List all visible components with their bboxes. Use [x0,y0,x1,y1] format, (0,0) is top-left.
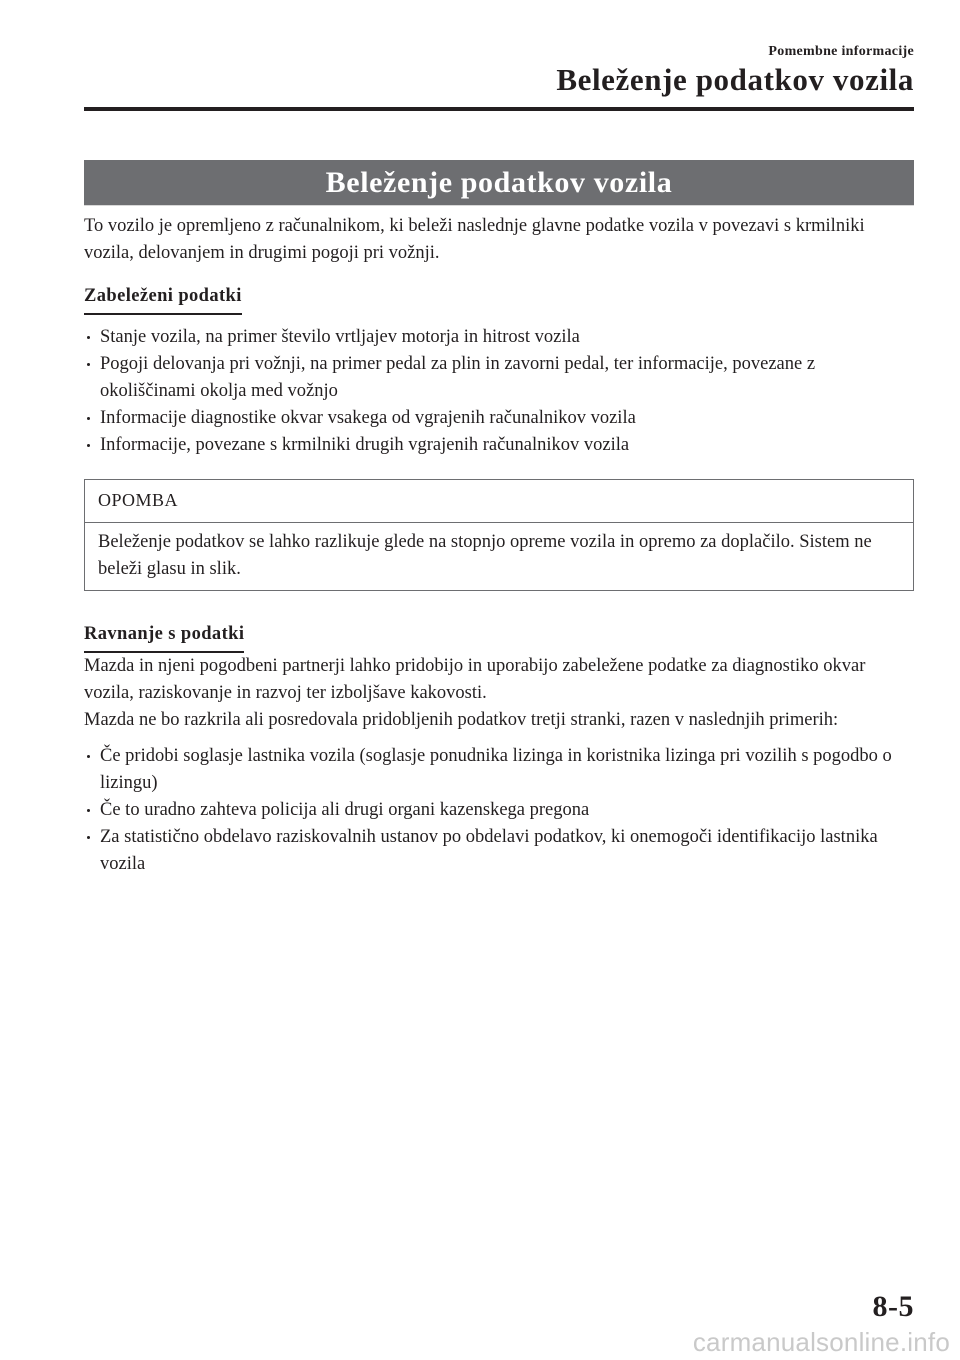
running-header-title: Beleženje podatkov vozila [556,62,914,97]
list-item: Za statistično obdelavo raziskovalnih ustanov po obdelavi podatkov, ki onemogoči identifikacijo lastnika vozila [100,824,914,878]
recorded-data-heading: Zabeleženi podatki [84,283,242,315]
disclosure-exceptions-list [84,743,914,878]
list-item: Informacije, povezane s krmilniki drugih vgrajenih računalnikov vozila [100,432,914,459]
bullet-icon [87,444,90,447]
section-banner: Beleženje podatkov vozila [84,160,914,206]
bullet-icon [87,836,90,839]
bullet-icon [87,417,90,420]
bullet-icon [87,809,90,812]
recorded-data-list [84,324,914,459]
header-divider [84,107,914,111]
note-text: Beleženje podatkov se lahko razlikuje glede na stopnjo opreme vozila in opremo za doplačilo. Sistem ne beleži glasu in slik. [98,532,872,579]
handling-paragraph-2: Mazda ne bo razkrila ali posredovala pridobljenih podatkov tretji stranki, razen v naslednjih primerih: [84,710,839,730]
intro-paragraph: To vozilo je opremljeno z računalnikom, ki beleži naslednje glavne podatke vozila v povezavi s krmilniki vozila, delovanjem in drugimi pogoji pri vožnji. [84,216,865,263]
handling-paragraph-1: Mazda in njeni pogodbeni partnerji lahko pridobijo in uporabijo zabeležene podatke za diagnostiko okvar vozila, raziskovanje in razvoj ter izboljšave kakovosti. [84,656,866,703]
bullet-icon [87,363,90,366]
list-item: Če to uradno zahteva policija ali drugi organi kazenskega pregona [100,797,914,824]
list-item: Če pridobi soglasje lastnika vozila (soglasje ponudnika lizinga in koristnika lizinga pri vozilih s pogodbo o lizingu) [100,743,914,797]
page-number: 8-5 [872,1290,914,1323]
bullet-icon [87,755,90,758]
running-header-section: Pomembne informacije [768,44,914,59]
data-handling-heading: Ravnanje s podatki [84,621,244,653]
watermark: carmanualsonline.info [692,1327,950,1357]
page-content [84,213,914,878]
note-heading: OPOMBA [85,480,913,523]
bullet-icon [87,336,90,339]
list-item: Stanje vozila, na primer število vrtljajev motorja in hitrost vozila [100,324,914,351]
list-item: Informacije diagnostike okvar vsakega od vgrajenih računalnikov vozila [100,405,914,432]
list-item: Pogoji delovanja pri vožnji, na primer pedal za plin in zavorni pedal, ter informacije, povezane z okoliščinami okolja med vožnjo [100,351,914,405]
note-box [84,479,914,591]
